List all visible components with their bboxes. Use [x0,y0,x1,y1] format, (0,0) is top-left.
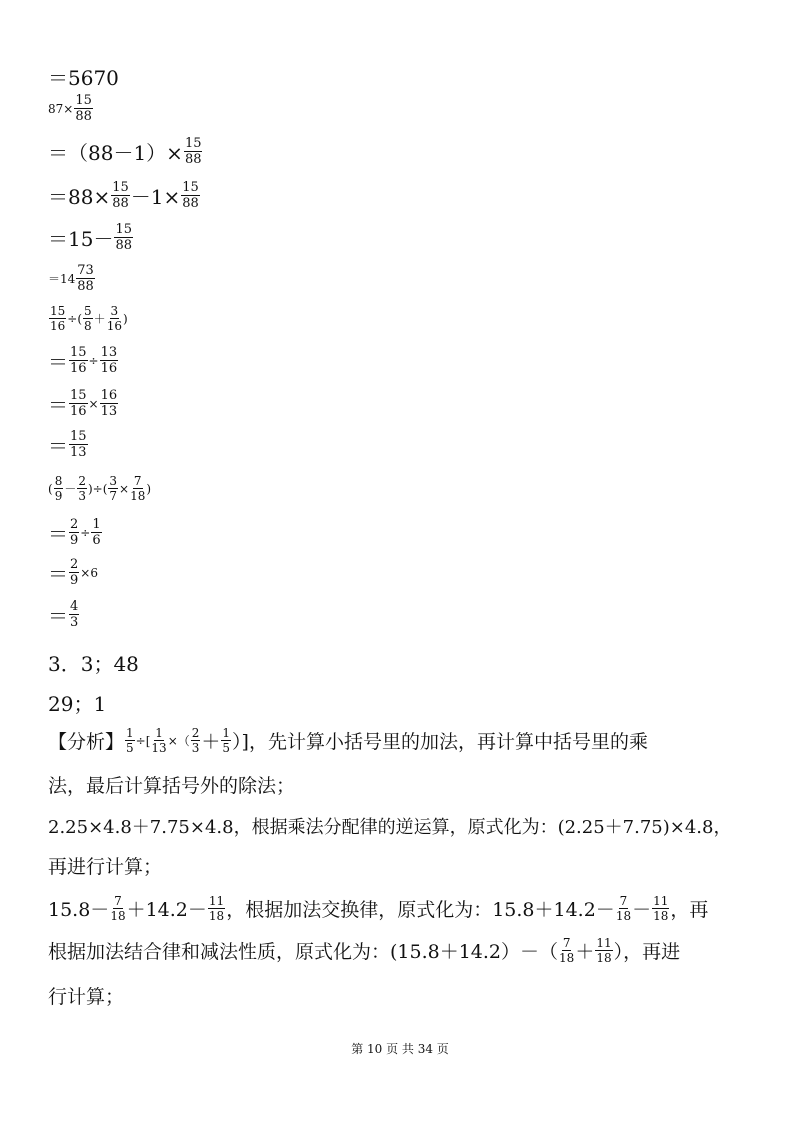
analysis-line [48,982,124,1009]
expression-text: ＝ [48,350,68,374]
calc-line [48,475,151,502]
analysis-text: ，再 [670,899,709,921]
fraction: $\frac{15}{88}$ [75,93,92,124]
analysis-line [48,727,648,754]
fraction: $\frac{16}{13}$ [100,388,118,419]
expression-text: ) [146,481,152,496]
fraction: $\frac{1}{5}$ [126,726,134,755]
analysis-text: 再进行计算； [48,856,163,878]
analysis-line [48,771,295,798]
expression-text: ＝ [48,393,68,417]
analysis-text: ，根据加法交换律，原式化为：15.8＋14.2－ [226,899,615,921]
expression-text: ＝（88－1）× [48,141,183,165]
fraction: $\frac{7}{18}$ [615,894,632,923]
fraction: $\frac{5}{8}$ [84,304,92,333]
calc-line [48,346,119,375]
expression-text: ( [48,481,53,496]
expression-text: ×6 [80,565,98,580]
fraction: $\frac{1}{5}$ [222,726,231,755]
expression-text: ×（ [167,734,190,748]
fraction: $\frac{7}{18}$ [130,474,146,503]
expression-text: ＝5670 [48,66,119,90]
calc-line [48,518,103,547]
fraction: $\frac{2}{9}$ [70,517,79,548]
analysis-tag: 【分析】 [48,731,125,753]
expression-text: 87× [48,101,74,116]
analysis-text: ），再进 [613,941,681,963]
page-footer: 第 10 页 共 34 页 [351,1042,449,1056]
fraction: $\frac{2}{3}$ [78,474,86,503]
expression-text: ＋14.2－ [126,899,207,921]
fraction: $\frac{11}{18}$ [596,936,612,965]
fraction: $\frac{13}{16}$ [100,345,118,376]
expression-text: ＋ [201,731,221,753]
expression-text: ＝ [48,434,68,458]
expression-text: － [632,899,652,921]
analysis-line [48,937,680,964]
calc-line [48,600,80,629]
expression-text: )÷( [87,481,108,496]
calc-line [48,305,128,332]
fraction: $\frac{8}{9}$ [54,474,63,503]
calc-line [48,389,119,418]
expression-text: ＋ [575,941,595,963]
calc-line [48,558,98,587]
fraction: $\frac{15}{88}$ [115,222,132,253]
expression-text: ＝88× [48,185,111,209]
calc-line [48,223,134,252]
calc-line [48,264,96,293]
expression-text: ＋ [93,312,106,326]
expression-text: ＝ [48,562,68,586]
fraction: $\frac{11}{18}$ [208,894,225,923]
analysis-line [48,852,162,879]
expression-text: ＝14 [48,272,76,286]
fraction: $\frac{73}{88}$ [77,263,94,294]
fraction: $\frac{7}{18}$ [110,894,126,923]
answer-text: 29；1 [48,692,107,716]
expression-text: ＝ [48,604,68,628]
fraction: $\frac{1}{13}$ [151,726,167,755]
calc-line [48,62,119,91]
fraction: $\frac{2}{9}$ [70,557,79,588]
fraction: $\frac{15}{16}$ [70,345,87,376]
analysis-text: 行计算； [48,986,125,1008]
fraction: $\frac{15}{88}$ [182,180,199,211]
expression-text: ÷ [88,353,99,368]
analysis-line [48,895,708,922]
expression-text: 15.8－ [48,899,110,921]
answer-line [48,648,139,677]
answer-line [48,688,106,717]
fraction: $\frac{2}{3}$ [191,726,200,755]
expression-text: ＝ [48,522,68,546]
expression-text: ＝15－ [48,227,114,251]
fraction: $\frac{11}{18}$ [653,894,669,923]
analysis-text: 法，最后计算括号外的除法； [48,775,296,797]
fraction: $\frac{15}{16}$ [50,304,66,333]
fraction: $\frac{3}{7}$ [109,474,118,503]
expression-text: ) [122,311,128,326]
analysis-text: 2.25×4.8＋7.75×4.8，根据乘法分配律的逆运算，原式化为：(2.25＋7.75)×4.8， [48,817,732,838]
calc-line [48,137,203,166]
expression-text: ÷[ [135,733,151,748]
fraction: $\frac{15}{13}$ [70,429,87,460]
expression-text: ÷( [67,311,83,326]
calc-line [48,94,94,123]
analysis-line [48,813,731,839]
fraction: $\frac{3}{16}$ [106,304,122,333]
expression-text: －1× [130,185,181,209]
calc-line [48,181,201,210]
expression-text: － [64,482,77,496]
expression-text: ÷ [80,525,91,540]
fraction: $\frac{15}{88}$ [112,180,129,211]
analysis-text: 根据加法结合律和减法性质，原式化为：(15.8＋14.2）－（ [48,941,559,963]
fraction: $\frac{7}{18}$ [559,936,575,965]
calc-line [48,430,89,459]
fraction: $\frac{15}{16}$ [70,388,87,419]
fraction: $\frac{1}{6}$ [92,517,101,548]
fraction: $\frac{15}{88}$ [184,136,202,167]
fraction: $\frac{4}{3}$ [70,599,79,630]
expression-text: × [119,481,130,496]
answer-text: 3．3；48 [48,652,139,676]
analysis-text: ）]，先计算小括号里的加法，再计算中括号里的乘 [232,731,648,753]
expression-text: × [88,396,99,411]
